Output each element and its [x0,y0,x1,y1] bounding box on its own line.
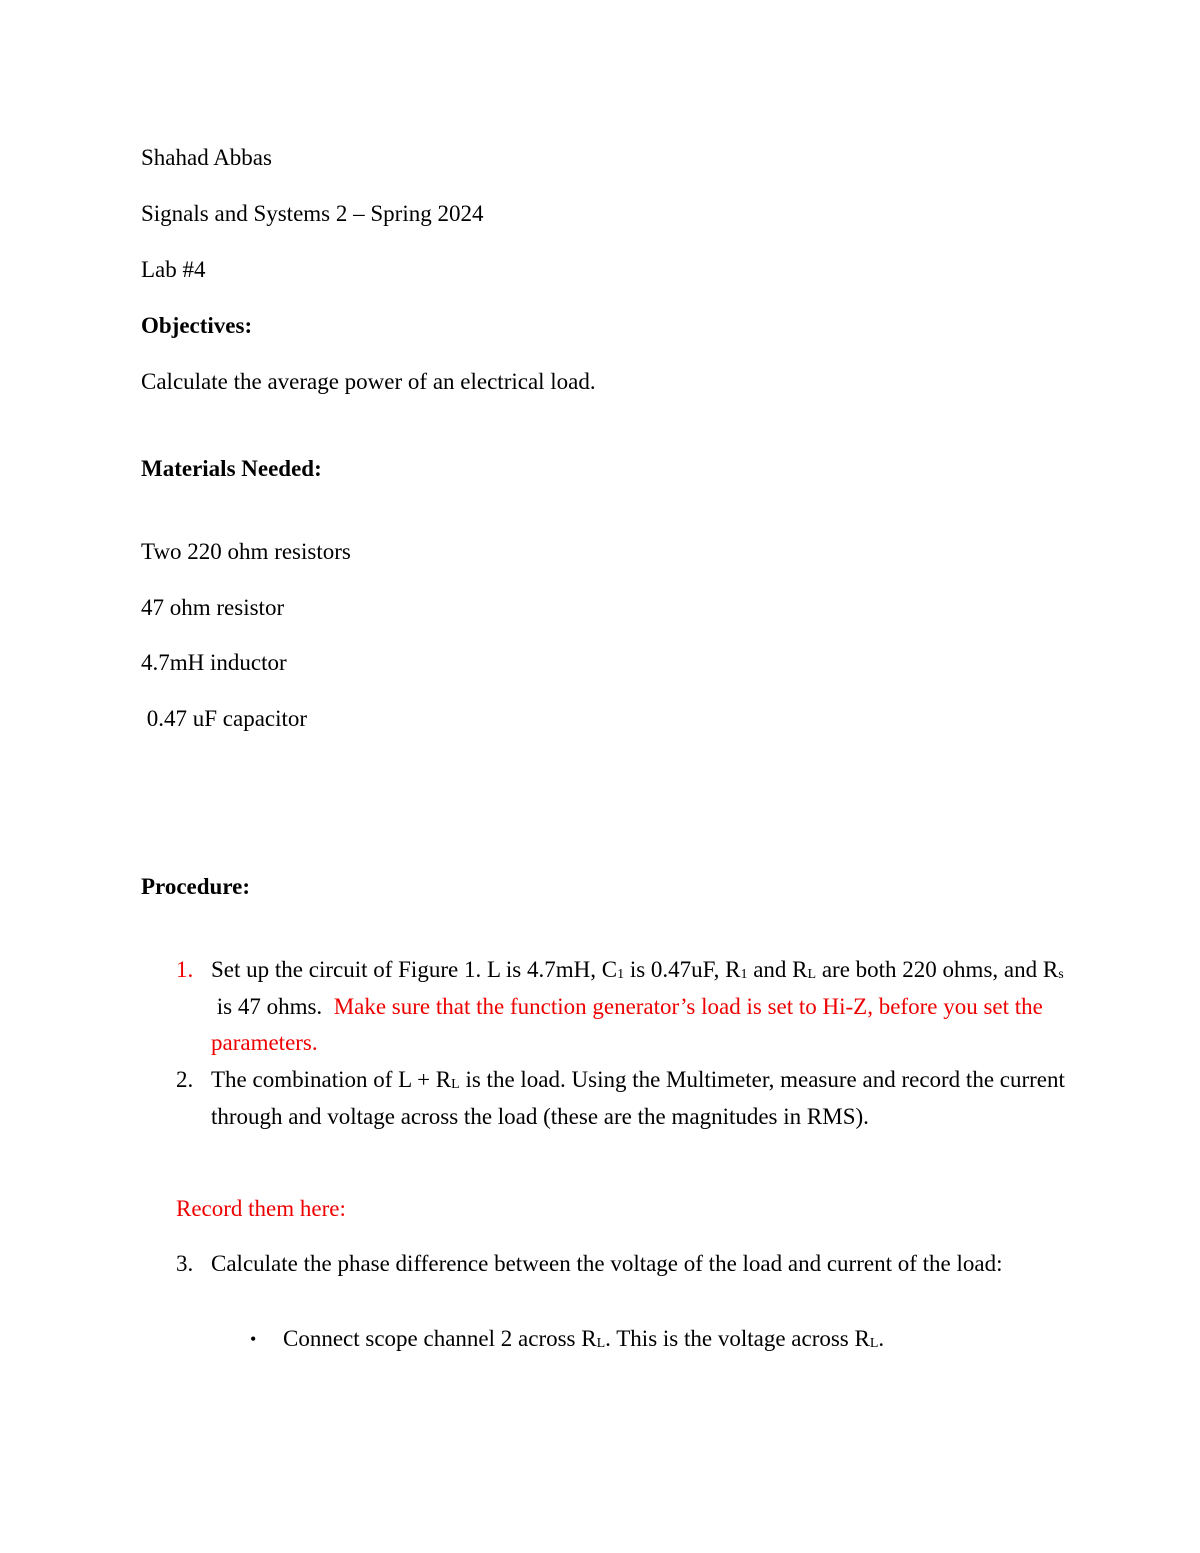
step-3-number: 3. [176,1251,194,1276]
material-item: 47 ohm resistor [141,595,285,620]
author-name: Shahad Abbas [141,145,272,170]
hi-z-warning: Make sure that the function generator’s load is set to Hi-Z, before you set the parameters. [211,993,1043,1056]
step-3-bullet-text: Connect scope channel 2 across $R_L$. This is the voltage across $R_L$. [283,1326,885,1351]
objectives-heading: Objectives: [141,313,253,338]
lab-number: Lab #4 [141,257,206,282]
bullet-icon: • [250,1329,257,1349]
procedure-heading: Procedure: [141,874,251,899]
material-item: 4.7mH inductor [141,650,287,675]
step-2-text: The combination of $L + R_L$ is the load. Using the Multimeter, measure and record the current through and voltage across the load (these are the magnitudes in RMS). [211,1067,1065,1129]
course-title: Signals and Systems 2 – Spring 2024 [141,201,484,226]
record-note: Record them here: [176,1196,346,1221]
step-3-text: Calculate the phase difference between the voltage of the load and current of the load: [211,1251,1003,1276]
materials-heading: Materials Needed: [141,456,322,481]
objectives-text: Calculate the average power of an electrical load. [141,369,596,394]
step-1-number: 1. [176,957,194,982]
material-item: 0.47 uF capacitor [141,706,308,731]
material-item: Two 220 ohm resistors [141,539,351,564]
step-2-number: 2. [176,1067,194,1092]
step-1-text: Set up the circuit of Figure 1. L is 4.7mH, $C_1$ is 0.47uF, $R_1$ and $R_L$ are both 220 ohms, and $R_s$ is 47 ohms. Make sure that the function generator’s load is set to Hi-Z, before you set the parameters. [211,957,1064,1056]
